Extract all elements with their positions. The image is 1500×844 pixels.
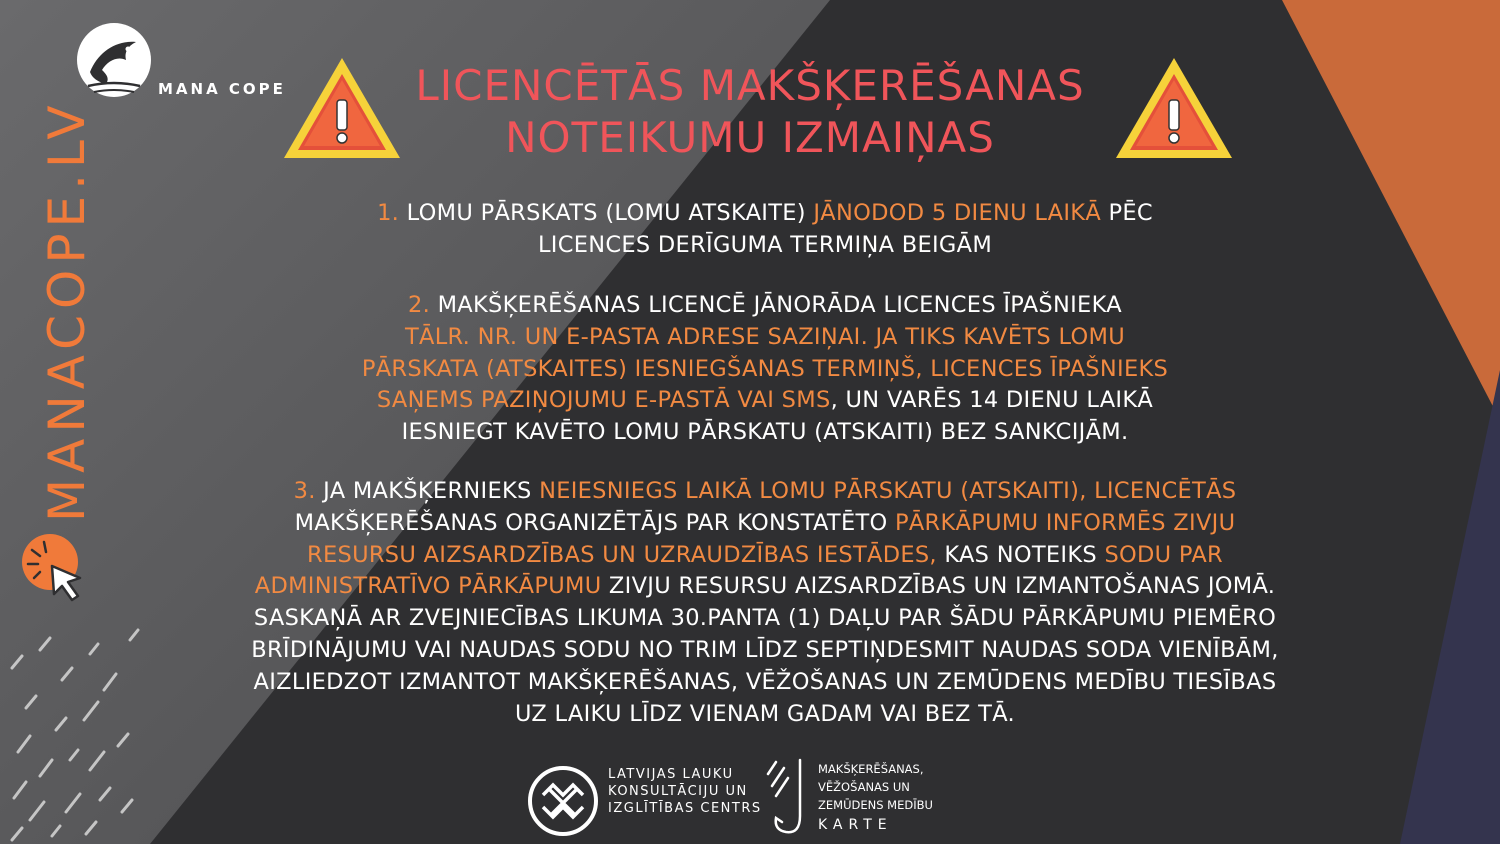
paragraph-line xyxy=(120,476,1410,508)
rule-paragraph-1 xyxy=(120,198,1410,262)
title-line-2: NOTEIKUMU IZMAIŅAS xyxy=(505,113,995,162)
highlighted-text: 1. xyxy=(377,200,407,226)
body-text: MAKŠĶERĒŠANAS LICENCĒ JĀNORĀDA LICENCES ĪPAŠNIEKA xyxy=(437,292,1122,318)
page-title xyxy=(340,60,1160,164)
karte-word: KARTE xyxy=(818,817,893,833)
body-text: , UN VARĒS 14 DIENU LAIKĀ xyxy=(830,387,1154,414)
paragraph-line xyxy=(120,290,1410,322)
llkc-name xyxy=(608,766,762,817)
body-text: PĒC xyxy=(1101,200,1153,226)
body-text: ZIVJU RESURSU AIZSARDZĪBAS UN IZMANTOŠANAS JOMĀ. xyxy=(601,573,1276,600)
highlighted-text: TĀLR. NR. UN E-PASTA ADRESE SAZIŅAI. JA TIKS KAVĒTS LOMU xyxy=(404,323,1125,350)
title-line-1: LICENCĒTĀS MAKŠĶERĒŠANAS xyxy=(415,61,1085,110)
paragraph-line xyxy=(120,635,1410,667)
highlighted-text: PĀRKĀPUMU INFORMĒS ZIVJU xyxy=(894,509,1236,536)
paragraph-line xyxy=(120,571,1410,603)
paragraph-line xyxy=(120,385,1410,417)
highlighted-text: PĀRSKATA (ATSKAITES) IESNIEGŠANAS TERMIŅŠ, LICENCES ĪPAŠNIEKS xyxy=(361,355,1169,382)
paragraph-line xyxy=(120,198,1410,230)
llkc-line-2: KONSULTĀCIJU UN xyxy=(608,784,748,799)
paragraph-line xyxy=(120,699,1410,731)
llkc-line-3: IZGLĪTĪBAS CENTRS xyxy=(608,801,762,816)
rule-paragraph-3 xyxy=(120,476,1410,730)
body-text: LICENCES DERĪGUMA TERMIŅA BEIGĀM xyxy=(537,231,993,258)
highlighted-text: RESURSU AIZSARDZĪBAS UN UZRAUDZĪBAS IESTĀDES, xyxy=(307,541,937,568)
paragraph-line xyxy=(120,667,1410,699)
paragraph-line xyxy=(120,417,1410,449)
highlighted-text: JĀNODOD 5 DIENU LAIKĀ xyxy=(813,200,1102,226)
highlighted-text: ADMINISTRATĪVO PĀRKĀPUMU xyxy=(254,573,602,600)
karte-line-1: MAKŠĶERĒŠANAS, xyxy=(818,762,924,776)
brand-name: MANA COPE xyxy=(158,80,286,98)
paragraph-line xyxy=(120,354,1410,386)
highlighted-text: SODU PAR xyxy=(1104,541,1223,568)
fish-logo-icon xyxy=(76,22,152,98)
paragraph-line xyxy=(120,508,1410,540)
llkc-logo-icon xyxy=(527,765,599,837)
karte-line-3: ZEMŪDENS MEDĪBU xyxy=(818,798,933,812)
body-text: LOMU PĀRSKATS (LOMU ATSKAITE) xyxy=(406,200,814,226)
llkc-line-1: LATVIJAS LAUKU xyxy=(608,767,734,782)
body-text: MAKŠĶERĒŠANAS ORGANIZĒTĀJS PAR KONSTATĒTO xyxy=(294,509,895,536)
body-text: KAS NOTEIKS xyxy=(936,541,1105,568)
karte-name xyxy=(818,760,933,834)
body-text: SASKAŅĀ AR ZVEJNIECĪBAS LIKUMA 30.PANTA (1) DAĻU PAR ŠĀDU PĀRKĀPUMU PIEMĒRO xyxy=(253,605,1277,632)
paragraph-line xyxy=(120,230,1410,262)
rule-paragraph-2 xyxy=(120,290,1410,449)
highlighted-text: SAŅEMS PAZIŅOJUMU E-PASTĀ VAI SMS xyxy=(376,387,831,414)
side-url-text: MANACOPE.LV xyxy=(38,99,96,522)
body-text: UZ LAIKU LĪDZ VIENAM GADAM VAI BEZ TĀ. xyxy=(515,700,1015,727)
body-text: BRĪDINĀJUMU VAI NAUDAS SODU NO TRIM LĪDZ SEPTIŅDESMIT NAUDAS SODA VIENĪBĀM, xyxy=(251,636,1279,663)
highlighted-text: NEIESNIEGS LAIKĀ LOMU PĀRSKATU (ATSKAITI), LICENCĒTĀS xyxy=(539,478,1237,504)
body-text: IESNIEGT KAVĒTO LOMU PĀRSKATU (ATSKAITI) BEZ SANKCIJĀM. xyxy=(401,419,1129,446)
paragraph-line xyxy=(120,540,1410,572)
paragraph-line xyxy=(120,322,1410,354)
body-text: JA MAKŠĶERNIEKS xyxy=(323,478,540,504)
highlighted-text: 3. xyxy=(293,478,324,504)
body-text: AIZLIEDZOT IZMANTOT MAKŠĶERĒŠANAS, VĒŽOŠANAS UN ZEMŪDENS MEDĪBU TIESĪBAS xyxy=(253,668,1277,695)
karte-line-2: VĒŽOŠANAS UN xyxy=(818,780,910,794)
cursor-click-icon xyxy=(10,532,90,604)
paragraph-line xyxy=(120,603,1410,635)
fishing-hook-icon xyxy=(764,756,816,840)
highlighted-text: 2. xyxy=(408,292,438,318)
